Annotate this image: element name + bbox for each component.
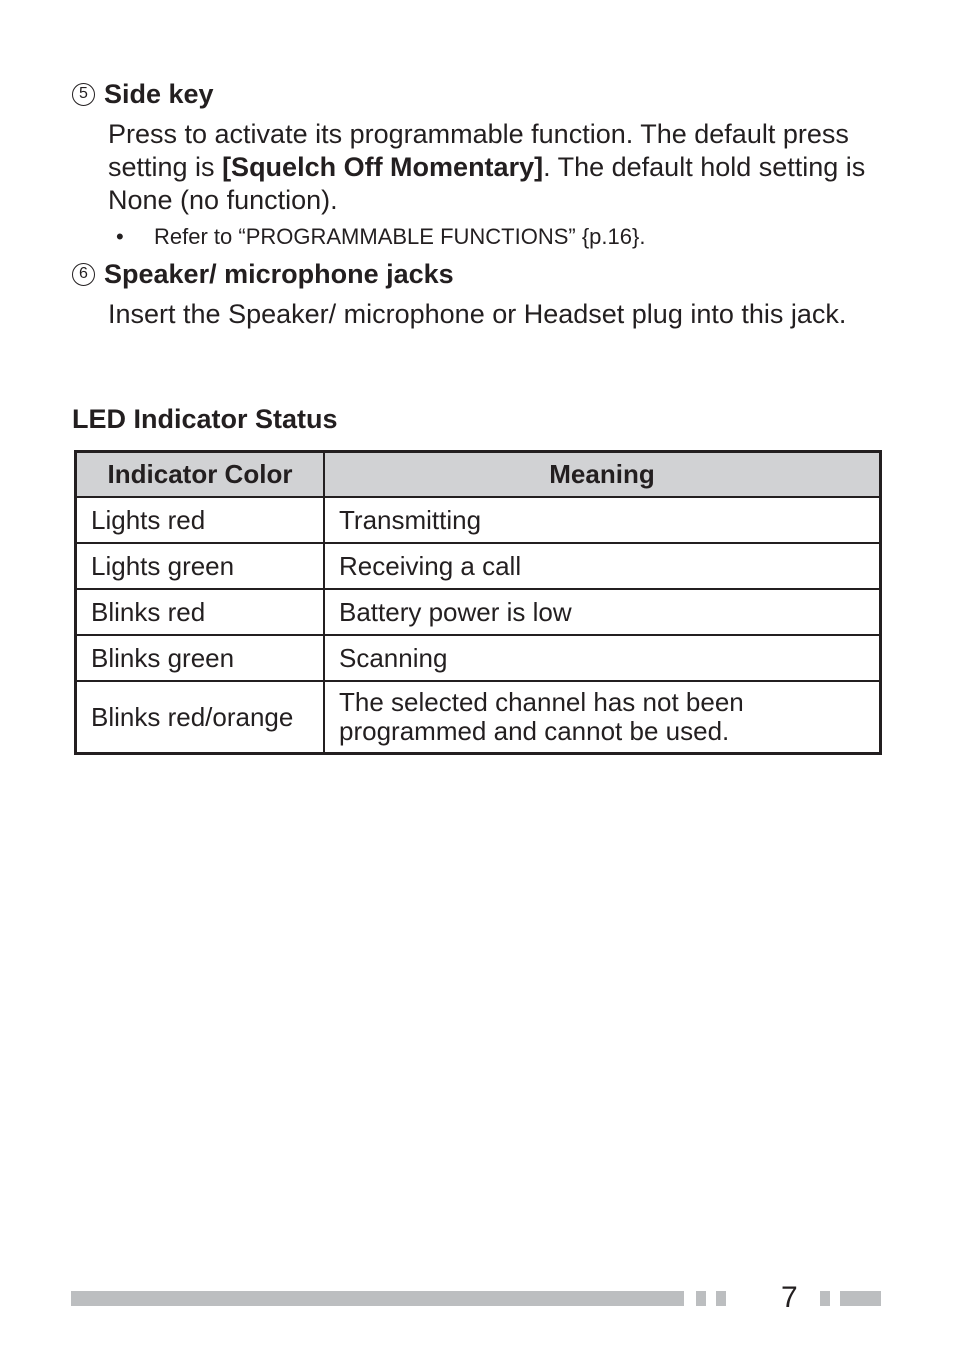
table-row bbox=[76, 681, 881, 754]
item-title: Side key bbox=[104, 79, 214, 109]
item-description bbox=[108, 118, 882, 217]
table-row bbox=[76, 589, 881, 635]
page-number: 7 bbox=[781, 1281, 798, 1314]
meaning-cell: Scanning bbox=[324, 635, 881, 681]
indicator-cell: Blinks green bbox=[76, 635, 325, 681]
table-row bbox=[76, 543, 881, 589]
circled-number: 6 bbox=[72, 263, 95, 286]
table-row bbox=[76, 635, 881, 681]
item-heading bbox=[72, 78, 882, 110]
reference-bullet bbox=[116, 223, 882, 251]
circled-number: 5 bbox=[72, 83, 95, 106]
description-text: Press to activate its programmable function. The default press setting is bbox=[108, 119, 849, 182]
reference-text: Refer to “PROGRAMMABLE FUNCTIONS” {p.16}. bbox=[154, 224, 646, 249]
page-footer bbox=[0, 1280, 954, 1316]
item-title: Speaker/ microphone jacks bbox=[104, 259, 454, 289]
indicator-cell: Blinks red bbox=[76, 589, 325, 635]
item-side-key bbox=[72, 78, 882, 251]
meaning-cell: Battery power is low bbox=[324, 589, 881, 635]
column-header: Indicator Color bbox=[76, 452, 325, 498]
meaning-cell: Receiving a call bbox=[324, 543, 881, 589]
indicator-cell: Lights red bbox=[76, 497, 325, 543]
table-title: LED Indicator Status bbox=[72, 404, 338, 434]
footer-bar-block bbox=[696, 1291, 706, 1306]
bullet-icon: • bbox=[116, 224, 124, 249]
column-header: Meaning bbox=[324, 452, 881, 498]
item-description: Insert the Speaker/ microphone or Headset plug into this jack. bbox=[108, 299, 847, 329]
footer-bar-end bbox=[840, 1291, 881, 1306]
setting-name: [Squelch Off Momentary] bbox=[222, 152, 544, 182]
description-text: . The default hold setting is None (no function). bbox=[108, 152, 866, 215]
table-row bbox=[76, 497, 881, 543]
meaning-cell: The selected channel has not been programmed and cannot be used. bbox=[324, 681, 881, 754]
indicator-cell: Lights green bbox=[76, 543, 325, 589]
meaning-cell: Transmitting bbox=[324, 497, 881, 543]
item-heading bbox=[72, 258, 882, 290]
table-header-row bbox=[76, 452, 881, 498]
item-speaker-jacks bbox=[72, 258, 882, 331]
footer-bar bbox=[71, 1291, 684, 1306]
indicator-cell: Blinks red/orange bbox=[76, 681, 325, 754]
led-status-table bbox=[74, 450, 882, 755]
footer-bar-block bbox=[716, 1291, 726, 1306]
footer-bar-block bbox=[820, 1291, 830, 1306]
